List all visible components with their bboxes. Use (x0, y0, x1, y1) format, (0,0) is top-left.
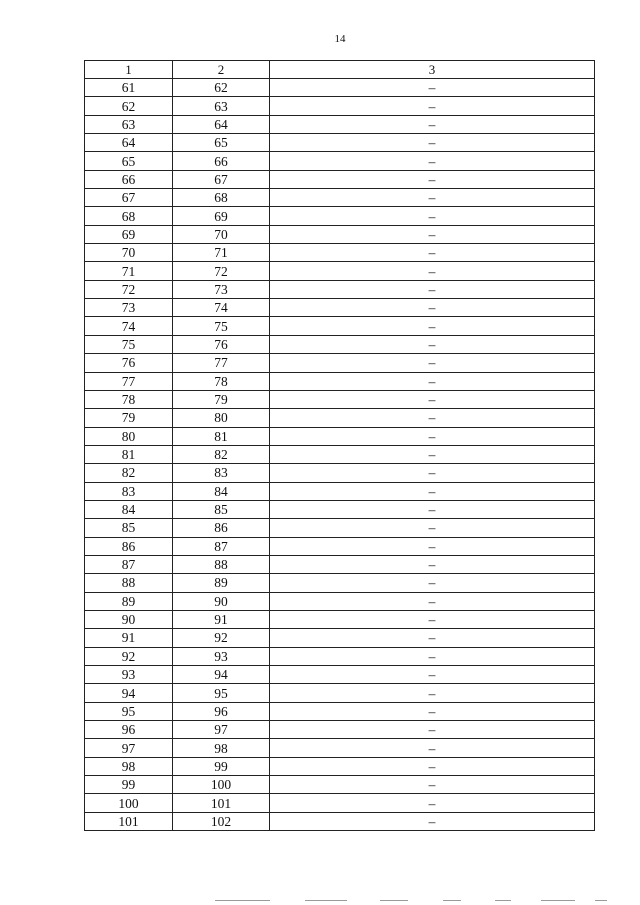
table-row (85, 794, 595, 812)
table-cell-col-3: – (270, 757, 595, 775)
table-cell-col-1: 84 (85, 500, 173, 518)
table-cell-col-2: 74 (173, 299, 270, 317)
table-cell-col-2: 68 (173, 189, 270, 207)
table-cell-col-1: 92 (85, 647, 173, 665)
table-cell-col-1: 63 (85, 115, 173, 133)
table-row (85, 666, 595, 684)
table-cell-col-1: 83 (85, 482, 173, 500)
table-cell-col-3: – (270, 115, 595, 133)
table-cell-col-3: – (270, 519, 595, 537)
page-number: 14 (334, 33, 346, 45)
table-cell-col-1: 64 (85, 134, 173, 152)
table-cell-col-2: 90 (173, 592, 270, 610)
table-cell-col-1: 80 (85, 427, 173, 445)
table-cell-col-1: 93 (85, 666, 173, 684)
table-cell-col-3: – (270, 684, 595, 702)
table-cell-col-1: 73 (85, 299, 173, 317)
table-cell-col-3: – (270, 262, 595, 280)
table-cell-col-3: – (270, 317, 595, 335)
table-cell-col-3: – (270, 464, 595, 482)
table-row (85, 739, 595, 757)
table-row (85, 482, 595, 500)
table-row (85, 500, 595, 518)
data-table (84, 60, 595, 831)
table-cell-col-2: 66 (173, 152, 270, 170)
table-cell-col-1: 96 (85, 721, 173, 739)
table-cell-col-1: 94 (85, 684, 173, 702)
table-cell-col-2: 92 (173, 629, 270, 647)
table-row (85, 280, 595, 298)
table-cell-col-1: 68 (85, 207, 173, 225)
table-row (85, 684, 595, 702)
table-cell-col-2: 79 (173, 390, 270, 408)
table-cell-col-2: 85 (173, 500, 270, 518)
table-row (85, 189, 595, 207)
table-cell-col-3: – (270, 299, 595, 317)
table-cell-col-1: 91 (85, 629, 173, 647)
scan-artifact-marks (215, 900, 615, 902)
table-row (85, 79, 595, 97)
table-cell-col-3: – (270, 427, 595, 445)
table-cell-col-2: 88 (173, 555, 270, 573)
table-row (85, 427, 595, 445)
table-cell-col-3: – (270, 445, 595, 463)
table-cell-col-1: 70 (85, 244, 173, 262)
table-cell-col-1: 90 (85, 610, 173, 628)
table-cell-col-1: 61 (85, 79, 173, 97)
table-row (85, 555, 595, 573)
table-row (85, 134, 595, 152)
table-row (85, 317, 595, 335)
column-header-3: 3 (270, 61, 595, 79)
table-row (85, 335, 595, 353)
table-cell-col-2: 78 (173, 372, 270, 390)
table-row (85, 629, 595, 647)
table-cell-col-3: – (270, 702, 595, 720)
table-cell-col-3: – (270, 280, 595, 298)
table-cell-col-2: 65 (173, 134, 270, 152)
table-cell-col-3: – (270, 134, 595, 152)
table-cell-col-2: 101 (173, 794, 270, 812)
table-cell-col-1: 67 (85, 189, 173, 207)
table-cell-col-1: 98 (85, 757, 173, 775)
table-cell-col-1: 65 (85, 152, 173, 170)
table-cell-col-2: 94 (173, 666, 270, 684)
table-cell-col-3: – (270, 390, 595, 408)
table-cell-col-1: 81 (85, 445, 173, 463)
table-cell-col-3: – (270, 592, 595, 610)
table-cell-col-2: 86 (173, 519, 270, 537)
table-row (85, 207, 595, 225)
table-cell-col-3: – (270, 500, 595, 518)
table-cell-col-3: – (270, 79, 595, 97)
table-cell-col-2: 81 (173, 427, 270, 445)
table-row (85, 409, 595, 427)
table-cell-col-2: 99 (173, 757, 270, 775)
table-row (85, 244, 595, 262)
table-cell-col-1: 101 (85, 812, 173, 830)
table-cell-col-2: 62 (173, 79, 270, 97)
table-cell-col-1: 77 (85, 372, 173, 390)
table-cell-col-3: – (270, 812, 595, 830)
table-row (85, 537, 595, 555)
table-cell-col-1: 66 (85, 170, 173, 188)
table-row (85, 170, 595, 188)
table-cell-col-1: 99 (85, 776, 173, 794)
table-cell-col-2: 75 (173, 317, 270, 335)
table-cell-col-3: – (270, 207, 595, 225)
table-cell-col-1: 74 (85, 317, 173, 335)
table-cell-col-1: 86 (85, 537, 173, 555)
table-cell-col-3: – (270, 409, 595, 427)
table-row (85, 152, 595, 170)
table-cell-col-2: 87 (173, 537, 270, 555)
table-cell-col-1: 82 (85, 464, 173, 482)
table-cell-col-1: 62 (85, 97, 173, 115)
table-cell-col-3: – (270, 372, 595, 390)
table-cell-col-3: – (270, 794, 595, 812)
column-header-2: 2 (173, 61, 270, 79)
table-cell-col-1: 89 (85, 592, 173, 610)
table-cell-col-3: – (270, 776, 595, 794)
table-cell-col-3: – (270, 97, 595, 115)
table-cell-col-2: 71 (173, 244, 270, 262)
table-row (85, 647, 595, 665)
table-cell-col-3: – (270, 354, 595, 372)
table-cell-col-3: – (270, 189, 595, 207)
table-body (85, 79, 595, 831)
table-row (85, 445, 595, 463)
table-cell-col-2: 91 (173, 610, 270, 628)
table-cell-col-1: 71 (85, 262, 173, 280)
table-cell-col-1: 100 (85, 794, 173, 812)
table-row (85, 225, 595, 243)
table-cell-col-2: 70 (173, 225, 270, 243)
table-cell-col-1: 78 (85, 390, 173, 408)
table-cell-col-3: – (270, 721, 595, 739)
table-cell-col-2: 98 (173, 739, 270, 757)
table-row (85, 262, 595, 280)
table-row (85, 372, 595, 390)
table-cell-col-3: – (270, 244, 595, 262)
column-header-1: 1 (85, 61, 173, 79)
table-cell-col-2: 102 (173, 812, 270, 830)
table-cell-col-3: – (270, 629, 595, 647)
table-cell-col-2: 97 (173, 721, 270, 739)
table-cell-col-2: 80 (173, 409, 270, 427)
table-cell-col-2: 77 (173, 354, 270, 372)
table-row (85, 574, 595, 592)
table-cell-col-2: 100 (173, 776, 270, 794)
table-cell-col-2: 76 (173, 335, 270, 353)
table-cell-col-1: 95 (85, 702, 173, 720)
table-cell-col-3: – (270, 225, 595, 243)
table-cell-col-3: – (270, 537, 595, 555)
table-cell-col-2: 73 (173, 280, 270, 298)
table-cell-col-1: 97 (85, 739, 173, 757)
table-row (85, 519, 595, 537)
table-cell-col-1: 85 (85, 519, 173, 537)
table-cell-col-3: – (270, 482, 595, 500)
table-cell-col-2: 84 (173, 482, 270, 500)
table-cell-col-1: 72 (85, 280, 173, 298)
table-row (85, 464, 595, 482)
table-row (85, 115, 595, 133)
table-row (85, 592, 595, 610)
table-cell-col-3: – (270, 335, 595, 353)
table-cell-col-2: 96 (173, 702, 270, 720)
table-row (85, 97, 595, 115)
table-cell-col-2: 83 (173, 464, 270, 482)
table-row (85, 812, 595, 830)
table-row (85, 610, 595, 628)
table-cell-col-1: 76 (85, 354, 173, 372)
table-cell-col-2: 67 (173, 170, 270, 188)
table-cell-col-2: 89 (173, 574, 270, 592)
table-row (85, 721, 595, 739)
table-cell-col-2: 72 (173, 262, 270, 280)
table-cell-col-3: – (270, 610, 595, 628)
table-cell-col-2: 82 (173, 445, 270, 463)
table-cell-col-2: 95 (173, 684, 270, 702)
table-row (85, 390, 595, 408)
table-cell-col-2: 63 (173, 97, 270, 115)
table-cell-col-2: 69 (173, 207, 270, 225)
table-cell-col-3: – (270, 555, 595, 573)
table-cell-col-2: 93 (173, 647, 270, 665)
table-cell-col-1: 79 (85, 409, 173, 427)
table-cell-col-3: – (270, 152, 595, 170)
table-row (85, 757, 595, 775)
table-cell-col-3: – (270, 574, 595, 592)
table-row (85, 354, 595, 372)
table-cell-col-2: 64 (173, 115, 270, 133)
table-cell-col-3: – (270, 739, 595, 757)
table-cell-col-1: 88 (85, 574, 173, 592)
table-cell-col-1: 87 (85, 555, 173, 573)
table-cell-col-1: 69 (85, 225, 173, 243)
table-cell-col-3: – (270, 666, 595, 684)
table-row (85, 702, 595, 720)
table-cell-col-3: – (270, 647, 595, 665)
table-header-row (85, 61, 595, 79)
table-row (85, 299, 595, 317)
table-row (85, 776, 595, 794)
table-cell-col-3: – (270, 170, 595, 188)
table-cell-col-1: 75 (85, 335, 173, 353)
